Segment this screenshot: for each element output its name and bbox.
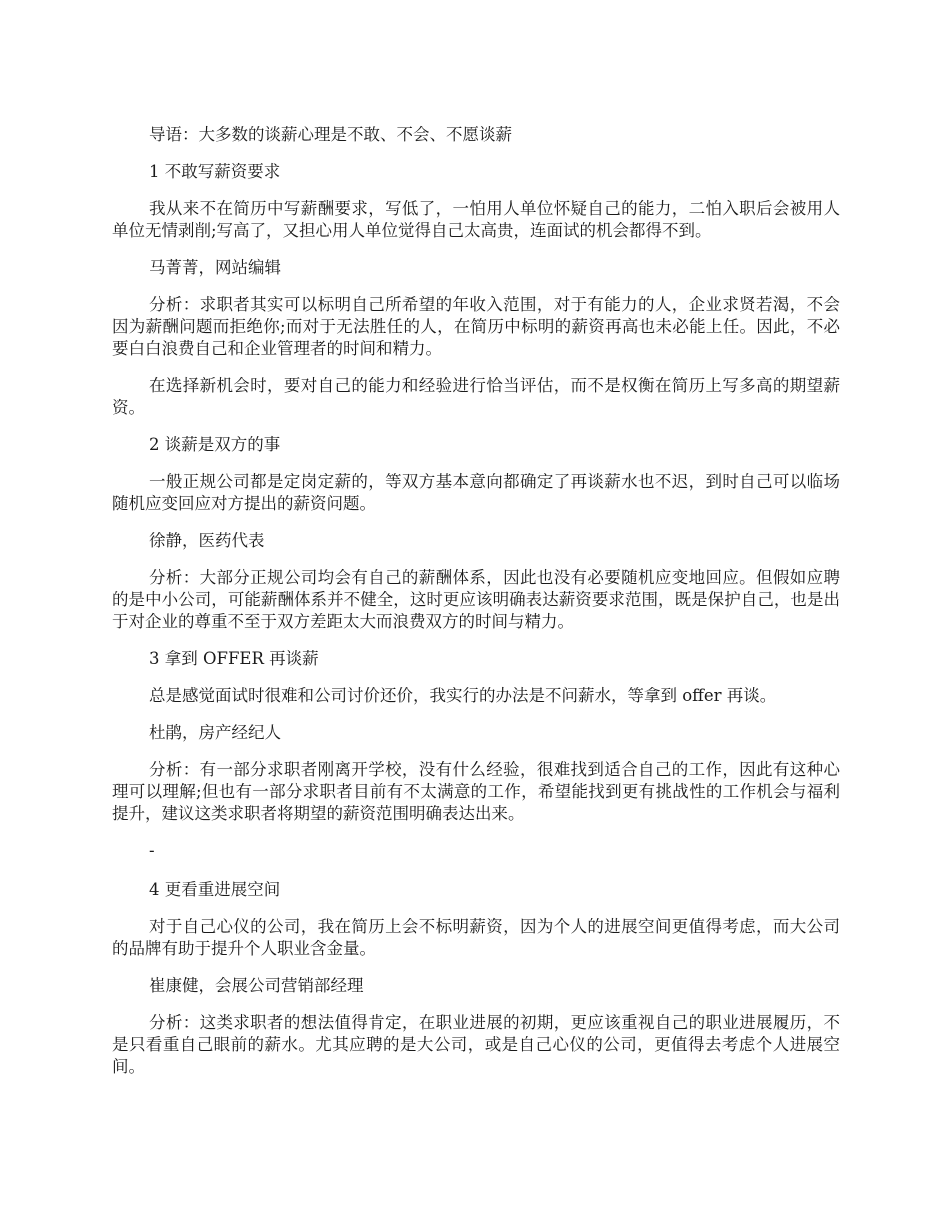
- analysis-paragraph: 分析：有一部分求职者刚离开学校，没有什么经验，很难找到适合自己的工作，因此有这种心理可以理解;但也有一部分求职者目前有不太满意的工作，希望能找到更有挑战性的工作机会与福利提升，建议这类求职者将期望的薪资范围明确表达出来。: [112, 760, 840, 823]
- analysis-paragraph: 分析：这类求职者的想法值得肯定，在职业进展的初期，更应该重视自己的职业进展履历，不是只看重自己眼前的薪水。尤其应聘的是大公司，或是自己心仪的公司，更值得去考虑个人进展空间。: [112, 1013, 840, 1076]
- section-heading-1: 1 不敢写薪资要求: [149, 162, 281, 181]
- attribution: 崔康健，会展公司营销部经理: [149, 976, 364, 995]
- analysis-paragraph: 分析：大部分正规公司均会有自己的薪酬体系，因此也没有必要随机应变地回应。但假如应聘的是中小公司，可能薪酬体系并不健全，这时更应该明确表达薪资要求范围，既是保护自己，也是出于对企业的尊重不至于双方差距太大而浪费双方的时间与精力。: [112, 568, 840, 631]
- quote-paragraph: 总是感觉面试时很难和公司讨价还价，我实行的办法是不问薪水，等拿到 offer 再谈。: [149, 686, 777, 705]
- attribution: 杜鹃，房产经纪人: [149, 723, 281, 742]
- section-heading-4: 4 更看重进展空间: [149, 880, 281, 899]
- section-heading-3: 3 拿到 OFFER 再谈薪: [149, 649, 319, 668]
- section-heading-2: 2 谈薪是双方的事: [149, 435, 281, 454]
- advice-paragraph: 在选择新机会时，要对自己的能力和经验进行恰当评估，而不是权衡在简历上写多高的期望薪资。: [112, 376, 840, 417]
- quote-paragraph: 我从来不在简历中写薪酬要求，写低了，一怕用人单位怀疑自己的能力，二怕入职后会被用人单位无情剥削;写高了，又担心用人单位觉得自己太高贵，连面试的机会都得不到。: [112, 199, 840, 240]
- attribution: 马菁菁，网站编辑: [149, 258, 281, 277]
- attribution: 徐静，医药代表: [149, 531, 265, 550]
- separator-dash: -: [149, 841, 155, 860]
- quote-paragraph: 一般正规公司都是定岗定薪的，等双方基本意向都确定了再谈薪水也不迟，到时自己可以临场随机应变回应对方提出的薪资问题。: [112, 472, 840, 513]
- intro-paragraph: 导语：大多数的谈薪心理是不敢、不会、不愿谈薪: [149, 125, 512, 144]
- article-body: [112, 124, 840, 1093]
- quote-paragraph: 对于自己心仪的公司，我在简历上会不标明薪资，因为个人的进展空间更值得考虑，而大公司的品牌有助于提升个人职业含金量。: [112, 917, 840, 958]
- analysis-paragraph: 分析：求职者其实可以标明自己所希望的年收入范围，对于有能力的人，企业求贤若渴，不会因为薪酬问题而拒绝你;而对于无法胜任的人，在简历中标明的薪资再高也未必能上任。因此，不必要白白浪费自己和企业管理者的时间和精力。: [112, 295, 840, 358]
